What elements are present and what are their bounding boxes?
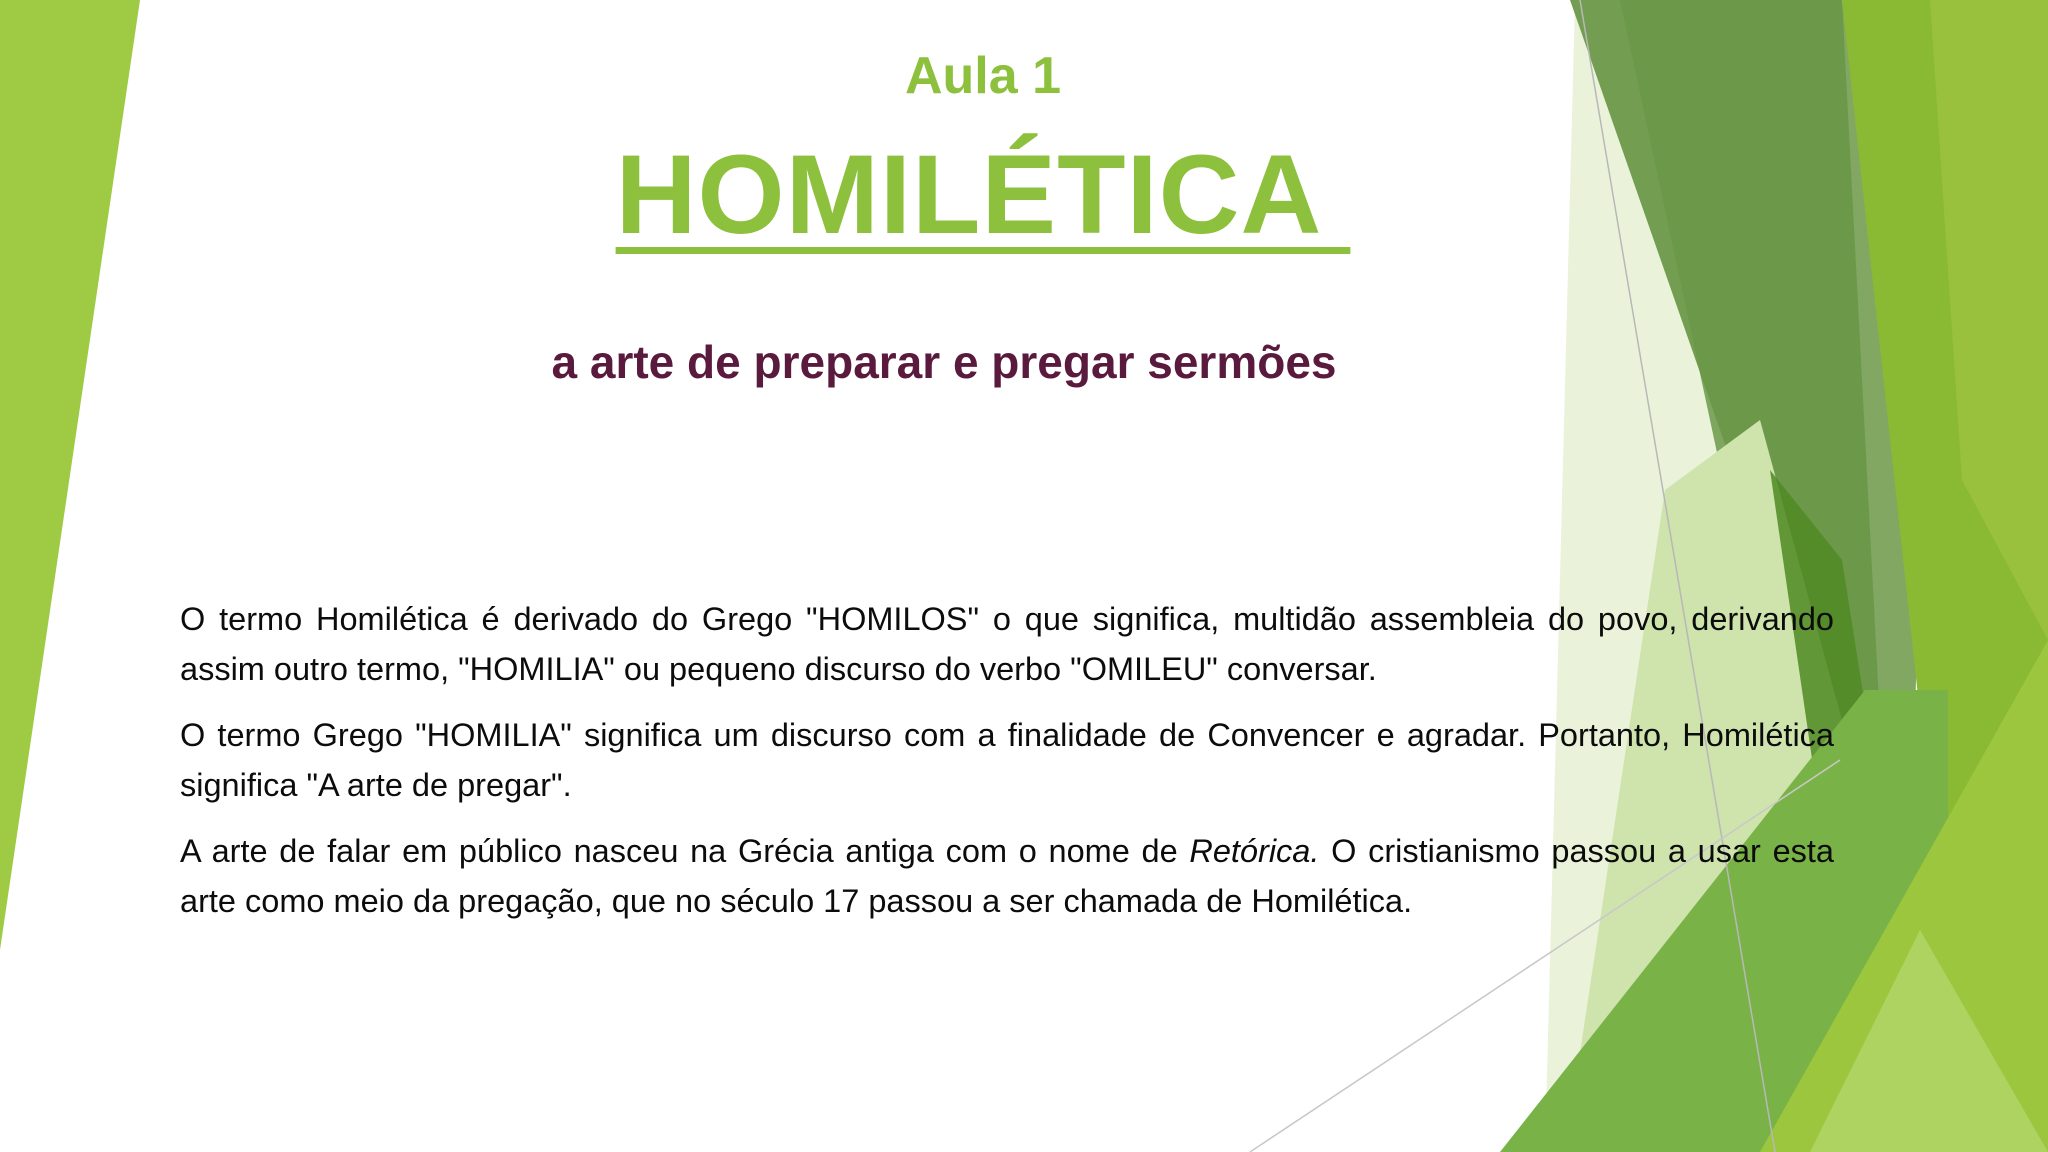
paragraph-3-emphasis: Retórica. [1189, 833, 1320, 869]
lesson-label: Aula 1 [904, 47, 1062, 105]
paragraph-1: O termo Homilética é derivado do Grego "HOMILOS" o que significa, multidão assembleia do povo, derivando assim outro termo, "HOMILIA" ou pequeno discurso do verbo "OMILEU" conversar. [180, 601, 1834, 687]
page-title-text: HOMILÉTICA [615, 132, 1351, 257]
paragraph-2: O termo Grego "HOMILIA" significa um discurso com a finalidade de Convencer e agradar. Portanto, Homilética significa "A arte de pregar". [180, 717, 1834, 803]
page-title [0, 128, 1966, 262]
subtitle: a arte de preparar e pregar sermões [551, 336, 1337, 388]
paragraph-3 [180, 826, 1834, 926]
paragraph-3-after: O cristianismo passou a usar esta arte como meio da pregação, que no século 17 passou a ser chamada de Homilética. [180, 833, 1834, 919]
body-text [180, 594, 1834, 942]
paragraph-3-before: A arte de falar em público nasceu na Grécia antiga com o nome de [180, 833, 1190, 869]
